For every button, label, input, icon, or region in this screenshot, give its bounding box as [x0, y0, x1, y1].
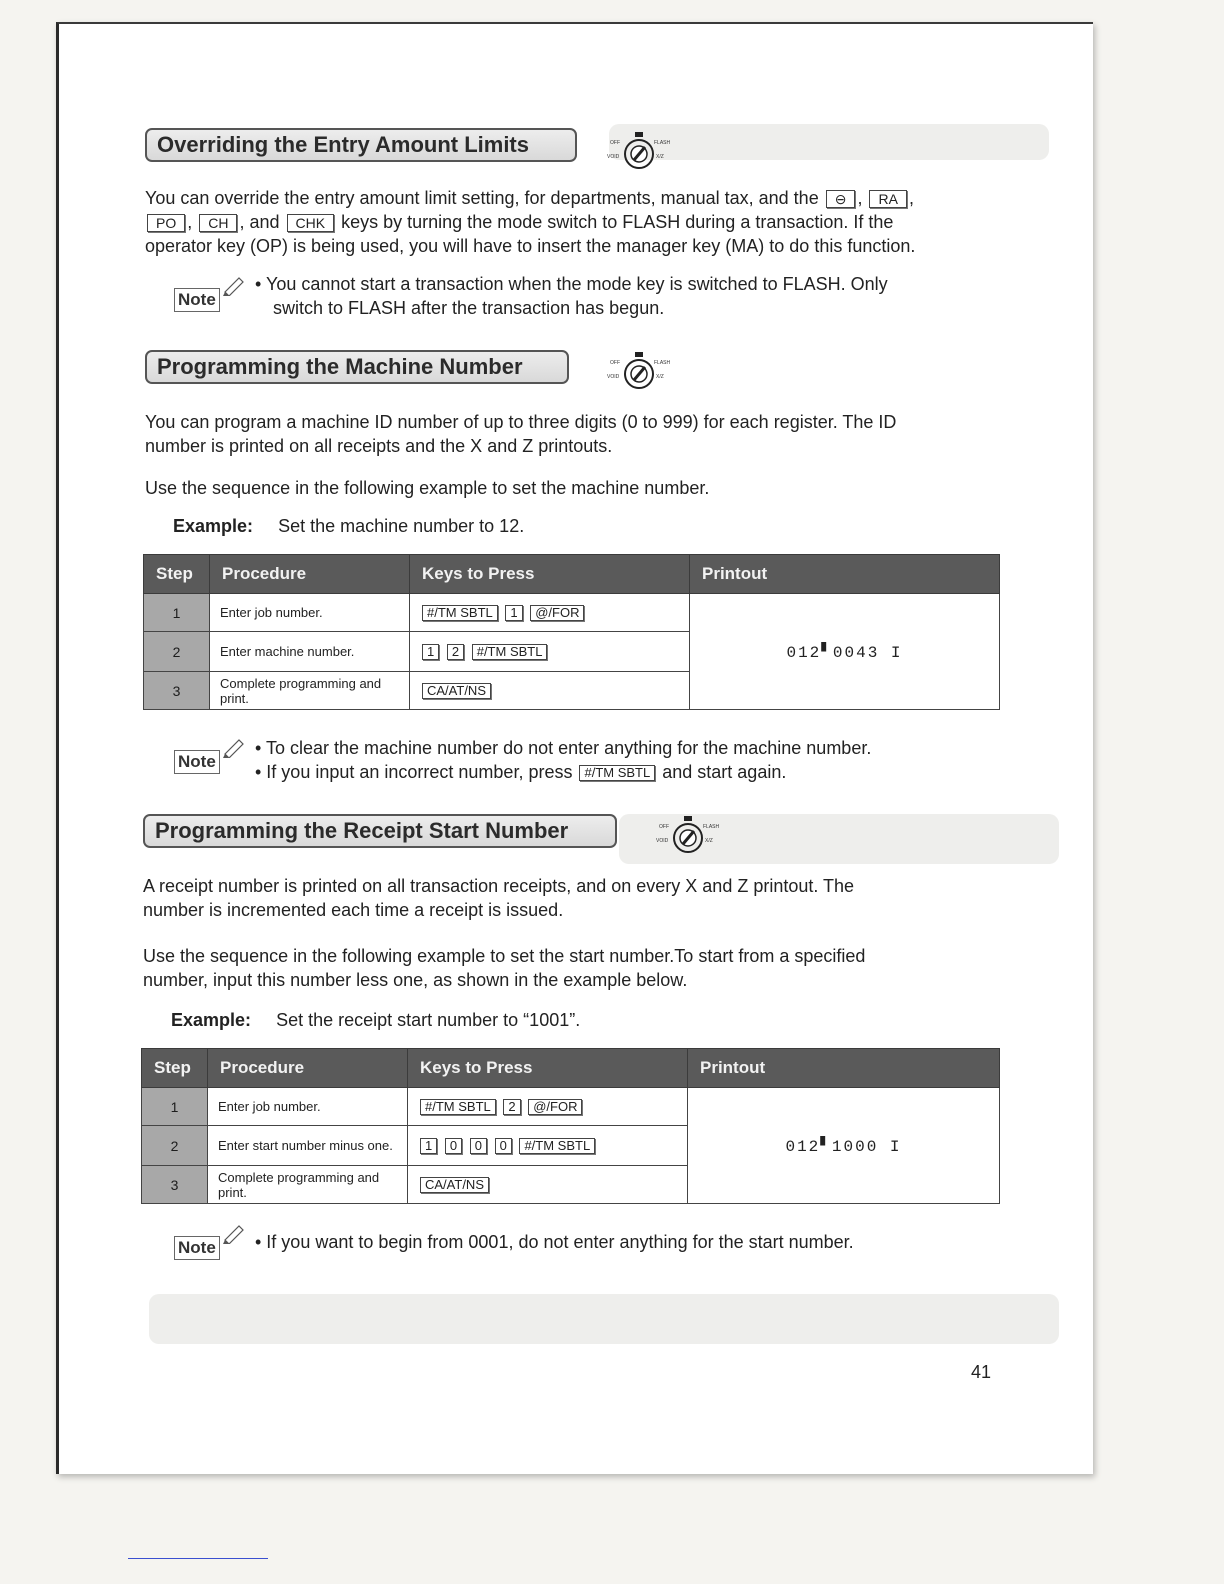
table-row: [142, 1088, 1000, 1126]
header-keys: Keys to Press: [410, 555, 690, 594]
procedure-cell: Enter job number.: [208, 1088, 408, 1126]
header-printout: Printout: [688, 1049, 1000, 1088]
digit-key-icon: 2: [447, 644, 464, 660]
manual-page: [56, 22, 1093, 1474]
pencil-icon: [221, 1220, 247, 1244]
digit-key-icon: 0: [470, 1138, 487, 1154]
bottom-link-underline: [128, 1558, 268, 1559]
section3-para2-line1: Use the sequence in the following example to set the start number.To start from a specified: [143, 946, 866, 966]
svg-text:FLASH: FLASH: [654, 360, 671, 366]
subtotal-key-icon: #/TM SBTL: [422, 605, 498, 621]
section3-para2-line2: number, input this number less one, as shown in the example below.: [143, 970, 688, 990]
svg-text:FLASH: FLASH: [703, 824, 720, 830]
section1-note-line1: • You cannot start a transaction when the mode key is switched to FLASH. Only: [255, 274, 888, 294]
section1-line2-text: keys by turning the mode switch to FLASH during a transaction. If the: [341, 212, 894, 232]
subtotal-key-icon: #/TM SBTL: [420, 1099, 496, 1115]
section1-line1-text: You can override the entry amount limit setting, for departments, manual tax, and the: [145, 188, 819, 208]
table-row: [144, 594, 1000, 632]
section3-para1-line2: number is incremented each time a receipt is issued.: [143, 900, 564, 920]
section3-paragraph2: [143, 944, 1043, 992]
and-text: , and: [239, 212, 280, 232]
example-label: Example:: [171, 1010, 252, 1030]
section3-example: [171, 1010, 580, 1031]
svg-text:OFF: OFF: [610, 140, 620, 146]
machine-number-table: [143, 554, 1000, 710]
note-label: Note: [174, 750, 220, 774]
bleed-through-box: [609, 124, 1049, 160]
ch-key-icon: CH: [199, 214, 237, 232]
minus-key-icon: ⊖: [826, 190, 856, 208]
svg-text:X/Z: X/Z: [656, 154, 664, 160]
table-header-row: [144, 555, 1000, 594]
header-procedure: Procedure: [210, 555, 410, 594]
section1-line3: operator key (OP) is being used, you will have to insert the manager key (MA) to do this function.: [145, 236, 916, 256]
cash-key-icon: CA/AT/NS: [422, 683, 491, 699]
bleed-through-box: [149, 1294, 1059, 1344]
section-title-entry-limits: Overriding the Entry Amount Limits: [145, 128, 577, 162]
procedure-cell: Enter machine number.: [210, 632, 410, 672]
step-number: 1: [142, 1088, 208, 1126]
table-header-row: [142, 1049, 1000, 1088]
digit-key-icon: 1: [420, 1138, 437, 1154]
section3-paragraph1: [143, 874, 1043, 922]
step-number: 2: [144, 632, 210, 672]
procedure-cell: Enter start number minus one.: [208, 1126, 408, 1166]
keys-cell: [410, 594, 690, 632]
section2-note-line2a: • If you input an incorrect number, press: [255, 762, 573, 782]
header-printout: Printout: [690, 555, 1000, 594]
pencil-icon: [221, 272, 247, 296]
printout-cell: 012▘1000 I: [688, 1088, 1000, 1204]
example-text: Set the receipt start number to “1001”.: [276, 1010, 581, 1030]
mode-switch-icon: [604, 124, 674, 176]
section2-note-line2b: and start again.: [662, 762, 787, 782]
ra-key-icon: RA: [869, 190, 906, 208]
section-title-machine-number: Programming the Machine Number: [145, 350, 569, 384]
svg-text:VOID: VOID: [656, 838, 669, 844]
section-title-receipt-start: Programming the Receipt Start Number: [143, 814, 617, 848]
example-label: Example:: [173, 516, 254, 536]
section1-note: [255, 272, 1015, 320]
step-number: 3: [142, 1166, 208, 1204]
step-number: 2: [142, 1126, 208, 1166]
for-key-icon: @/FOR: [528, 1099, 582, 1115]
section1-paragraph: [145, 186, 1045, 258]
section1-line1: You can override the entry amount limit setting, for departments, manual tax, and the ⊖ , RA ,: [145, 188, 914, 208]
section3-note: [255, 1230, 1025, 1254]
header-step: Step: [144, 555, 210, 594]
svg-text:FLASH: FLASH: [654, 140, 671, 146]
mode-switch-icon: [604, 344, 674, 396]
keys-cell: [408, 1088, 688, 1126]
printout-cell: 012▘0043 I: [690, 594, 1000, 710]
header-keys: Keys to Press: [408, 1049, 688, 1088]
cash-key-icon: CA/AT/NS: [420, 1177, 489, 1193]
section2-note-line1: • To clear the machine number do not enter anything for the machine number.: [255, 738, 872, 758]
section2-paragraph1: [145, 410, 1045, 458]
digit-key-icon: 0: [495, 1138, 512, 1154]
chk-key-icon: CHK: [287, 214, 335, 232]
step-number: 1: [144, 594, 210, 632]
keys-cell: [410, 672, 690, 710]
subtotal-key-icon: #/TM SBTL: [579, 765, 655, 781]
section2-para1-line2: number is printed on all receipts and the X and Z printouts.: [145, 436, 613, 456]
header-procedure: Procedure: [208, 1049, 408, 1088]
example-text: Set the machine number to 12.: [278, 516, 525, 536]
subtotal-key-icon: #/TM SBTL: [472, 644, 548, 660]
procedure-cell: Complete programming and print.: [210, 672, 410, 710]
header-step: Step: [142, 1049, 208, 1088]
section2-paragraph2: Use the sequence in the following example to set the machine number.: [145, 478, 710, 498]
note-label: Note: [174, 288, 220, 312]
step-number: 3: [144, 672, 210, 710]
keys-cell: [408, 1166, 688, 1204]
digit-key-icon: 0: [445, 1138, 462, 1154]
receipt-number-table: [141, 1048, 1000, 1204]
svg-text:OFF: OFF: [610, 360, 620, 366]
page-number: 41: [971, 1362, 992, 1382]
section1-note-line2: switch to FLASH after the transaction has begun.: [273, 298, 665, 318]
keys-cell: [410, 632, 690, 672]
procedure-cell: Enter job number.: [210, 594, 410, 632]
digit-key-icon: 1: [505, 605, 522, 621]
digit-key-icon: 2: [503, 1099, 520, 1115]
po-key-icon: PO: [147, 214, 185, 232]
mode-switch-icon: [653, 808, 723, 860]
note-label: Note: [174, 1236, 220, 1260]
section2-para1-line1: You can program a machine ID number of up to three digits (0 to 999) for each register. The ID: [145, 412, 897, 432]
section3-para1-line1: A receipt number is printed on all transaction receipts, and on every X and Z printout. The: [143, 876, 855, 896]
section2-note-line2: [255, 760, 1025, 784]
svg-text:VOID: VOID: [607, 374, 620, 380]
section3-note-line1: • If you want to begin from 0001, do not enter anything for the start number.: [255, 1232, 854, 1252]
section2-example: [173, 516, 524, 537]
keys-cell: [408, 1126, 688, 1166]
section1-line2: PO , CH , and CHK keys by turning the mode switch to FLASH during a transaction. If the: [145, 210, 1045, 234]
svg-text:X/Z: X/Z: [705, 838, 713, 844]
section2-note: [255, 736, 1025, 784]
procedure-cell: Complete programming and print.: [208, 1166, 408, 1204]
for-key-icon: @/FOR: [530, 605, 584, 621]
svg-text:VOID: VOID: [607, 154, 620, 160]
pencil-icon: [221, 734, 247, 758]
subtotal-key-icon: #/TM SBTL: [519, 1138, 595, 1154]
svg-text:X/Z: X/Z: [656, 374, 664, 380]
svg-text:OFF: OFF: [659, 824, 669, 830]
digit-key-icon: 1: [422, 644, 439, 660]
